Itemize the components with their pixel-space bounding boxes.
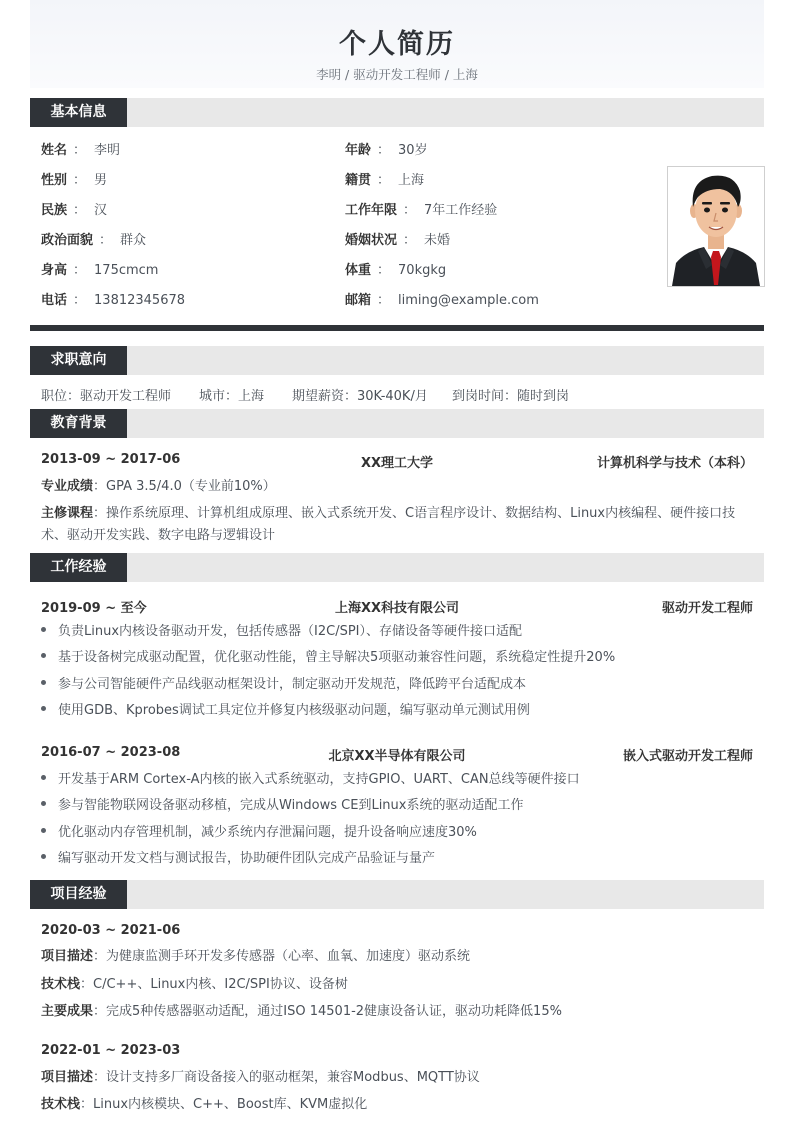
work-period: 2019-09 ~ 至今 <box>41 601 147 616</box>
section-divider <box>30 325 764 331</box>
info-label: 政治面貌 <box>41 233 94 248</box>
info-label: 婚姻状况 <box>345 233 398 248</box>
info-sep: ： <box>403 203 417 218</box>
bullet-icon <box>41 854 46 859</box>
project-description <box>41 1070 480 1086</box>
info-phone <box>41 293 185 309</box>
resume-header <box>30 0 764 88</box>
bullet-text: 开发基于ARM Cortex-A内核的嵌入式系统驱动，支持GPIO、UART、CAN总线等硬件接口 <box>58 772 580 787</box>
info-label: 电话 <box>41 293 68 308</box>
project-stack-label: 技术栈 <box>41 977 81 992</box>
profile-photo <box>667 166 765 287</box>
info-sep: ： <box>403 233 417 248</box>
info-sep: ： <box>73 143 87 158</box>
bullet-text: 编写驱动开发文档与测试报告，协助硬件团队完成产品验证与量产 <box>58 851 436 866</box>
info-label: 身高 <box>41 263 68 278</box>
project-result <box>41 1004 562 1020</box>
info-hometown <box>345 173 424 189</box>
info-label: 体重 <box>345 263 372 278</box>
bullet-text: 使用GDB、Kprobes调试工具定位并修复内核级驱动问题，编写驱动单元测试用例 <box>58 703 530 718</box>
work-bullet <box>41 825 477 841</box>
info-value: 70kgkg <box>398 263 447 278</box>
education-period: 2013-09 ~ 2017-06 <box>41 452 181 467</box>
project-desc-label: 项目描述 <box>41 1070 94 1085</box>
intent-availability: 到岗时间：随时到岗 <box>452 389 570 404</box>
info-height <box>41 263 158 279</box>
courses-label: 主修课程 <box>41 506 94 521</box>
info-label: 姓名 <box>41 143 68 158</box>
info-experience-years <box>345 203 497 219</box>
grade-label: 专业成绩 <box>41 479 94 494</box>
bullet-icon <box>41 680 46 685</box>
work-bullet <box>41 703 530 719</box>
info-marital <box>345 233 450 249</box>
bullet-icon <box>41 775 46 780</box>
section-header-basic <box>30 98 764 127</box>
info-value: 汉 <box>94 203 108 218</box>
project-stack <box>41 1097 367 1113</box>
work-bullet <box>41 798 523 814</box>
section-title-intent: 求职意向 <box>30 346 127 375</box>
info-name <box>41 143 120 159</box>
courses-value: ：操作系统原理、计算机组成原理、嵌入式系统开发、C语言程序设计、数据结构、Linux内核编程、硬件接口技术、驱动开发实践、数字电路与逻辑设计 <box>41 506 736 543</box>
page-subtitle: 李明 / 驱动开发工程师 / 上海 <box>316 67 478 82</box>
bullet-icon <box>41 801 46 806</box>
project-desc-value: ：设计支持多厂商设备接入的驱动框架，兼容Modbus、MQTT协议 <box>93 1070 480 1085</box>
section-title-education: 教育背景 <box>30 409 127 438</box>
section-header-work <box>30 553 764 582</box>
bullet-icon <box>41 706 46 711</box>
project-desc-value: ：为健康监测手环开发多传感器（心率、血氧、加速度）驱动系统 <box>93 949 471 964</box>
education-major: 计算机科学与技术（本科） <box>596 456 753 471</box>
info-sep: ： <box>377 263 391 278</box>
section-header-projects <box>30 880 764 909</box>
education-school: XX理工大学 <box>360 456 434 471</box>
info-sep: ： <box>377 173 391 188</box>
work-bullet <box>41 650 615 666</box>
work-bullet <box>41 772 580 788</box>
work-bullet <box>41 851 435 867</box>
education-grade <box>41 479 276 495</box>
intent-salary: 期望薪资：30K-40K/月 <box>292 389 428 404</box>
section-title-projects: 项目经验 <box>30 880 127 909</box>
info-email <box>345 293 539 309</box>
bullet-icon <box>41 653 46 658</box>
project-period: 2022-01 ~ 2023-03 <box>41 1043 181 1058</box>
work-entry-head <box>41 745 753 764</box>
section-title-work: 工作经验 <box>30 553 127 582</box>
grade-value: ：GPA 3.5/4.0（专业前10%） <box>93 479 276 494</box>
info-value: 30岁 <box>398 143 428 158</box>
info-gender <box>41 173 107 189</box>
info-sep: ： <box>73 263 87 278</box>
info-label: 民族 <box>41 203 68 218</box>
info-political <box>41 233 146 249</box>
avatar-illustration <box>668 167 764 286</box>
info-value: 群众 <box>120 233 147 248</box>
project-result-label: 主要成果 <box>41 1004 94 1019</box>
info-label: 工作年限 <box>345 203 398 218</box>
project-stack-label: 技术栈 <box>41 1097 81 1112</box>
page-title: 个人简历 <box>339 29 455 60</box>
project-stack-value: ：Linux内核模块、C++、Boost库、KVM虚拟化 <box>80 1097 368 1112</box>
info-sep: ： <box>377 293 391 308</box>
info-label: 年龄 <box>345 143 372 158</box>
project-result-value: ：完成5种传感器驱动适配，通过ISO 14501-2健康设备认证，驱动功耗降低15% <box>93 1004 562 1019</box>
intent-city: 城市：上海 <box>199 389 265 404</box>
work-entry-head <box>41 597 753 616</box>
bullet-text: 基于设备树完成驱动配置，优化驱动性能，曾主导解决5项驱动兼容性问题，系统稳定性提升20% <box>58 650 616 665</box>
info-ethnicity <box>41 203 107 219</box>
work-bullet <box>41 677 526 693</box>
work-role: 嵌入式驱动开发工程师 <box>622 749 753 764</box>
info-value: 未婚 <box>424 233 451 248</box>
info-value: 175cmcm <box>94 263 159 278</box>
bullet-icon <box>41 627 46 632</box>
bullet-text: 参与公司智能硬件产品线驱动框架设计，制定驱动开发规范，降低跨平台适配成本 <box>58 677 527 692</box>
section-header-intent <box>30 346 764 375</box>
info-value: liming@example.com <box>398 293 539 308</box>
work-company: 北京XX半导体有限公司 <box>328 749 466 764</box>
info-sep: ： <box>99 233 113 248</box>
project-period: 2020-03 ~ 2021-06 <box>41 923 181 938</box>
info-label: 性别 <box>41 173 68 188</box>
info-value: 李明 <box>94 143 121 158</box>
project-description <box>41 949 470 965</box>
project-desc-label: 项目描述 <box>41 949 94 964</box>
work-bullet <box>41 624 522 640</box>
education-courses <box>41 503 753 547</box>
section-title-basic: 基本信息 <box>30 98 127 127</box>
info-weight <box>345 263 446 279</box>
bullet-icon <box>41 828 46 833</box>
info-sep: ： <box>73 203 87 218</box>
bullet-text: 优化驱动内存管理机制，减少系统内存泄漏问题，提升设备响应速度30% <box>58 825 477 840</box>
info-label: 籍贯 <box>345 173 372 188</box>
info-sep: ： <box>377 143 391 158</box>
section-header-education <box>30 409 764 438</box>
work-role: 驱动开发工程师 <box>661 601 753 616</box>
work-period: 2016-07 ~ 2023-08 <box>41 745 181 760</box>
project-stack-value: ：C/C++、Linux内核、I2C/SPI协议、设备树 <box>80 977 348 992</box>
bullet-text: 参与智能物联网设备驱动移植，完成从Windows CE到Linux系统的驱动适配工作 <box>58 798 524 813</box>
info-age <box>345 143 428 159</box>
info-label: 邮箱 <box>345 293 372 308</box>
bullet-text: 负责Linux内核设备驱动开发，包括传感器（I2C/SPI）、存储设备等硬件接口适配 <box>58 624 523 639</box>
info-value: 上海 <box>398 173 425 188</box>
info-sep: ： <box>73 293 87 308</box>
info-value: 13812345678 <box>94 293 186 308</box>
education-entry-head <box>41 452 753 471</box>
work-company: 上海XX科技有限公司 <box>334 601 460 616</box>
info-sep: ： <box>73 173 87 188</box>
intent-position: 职位：驱动开发工程师 <box>41 389 172 404</box>
project-stack <box>41 977 348 993</box>
info-value: 男 <box>94 173 108 188</box>
info-value: 7年工作经验 <box>424 203 498 218</box>
